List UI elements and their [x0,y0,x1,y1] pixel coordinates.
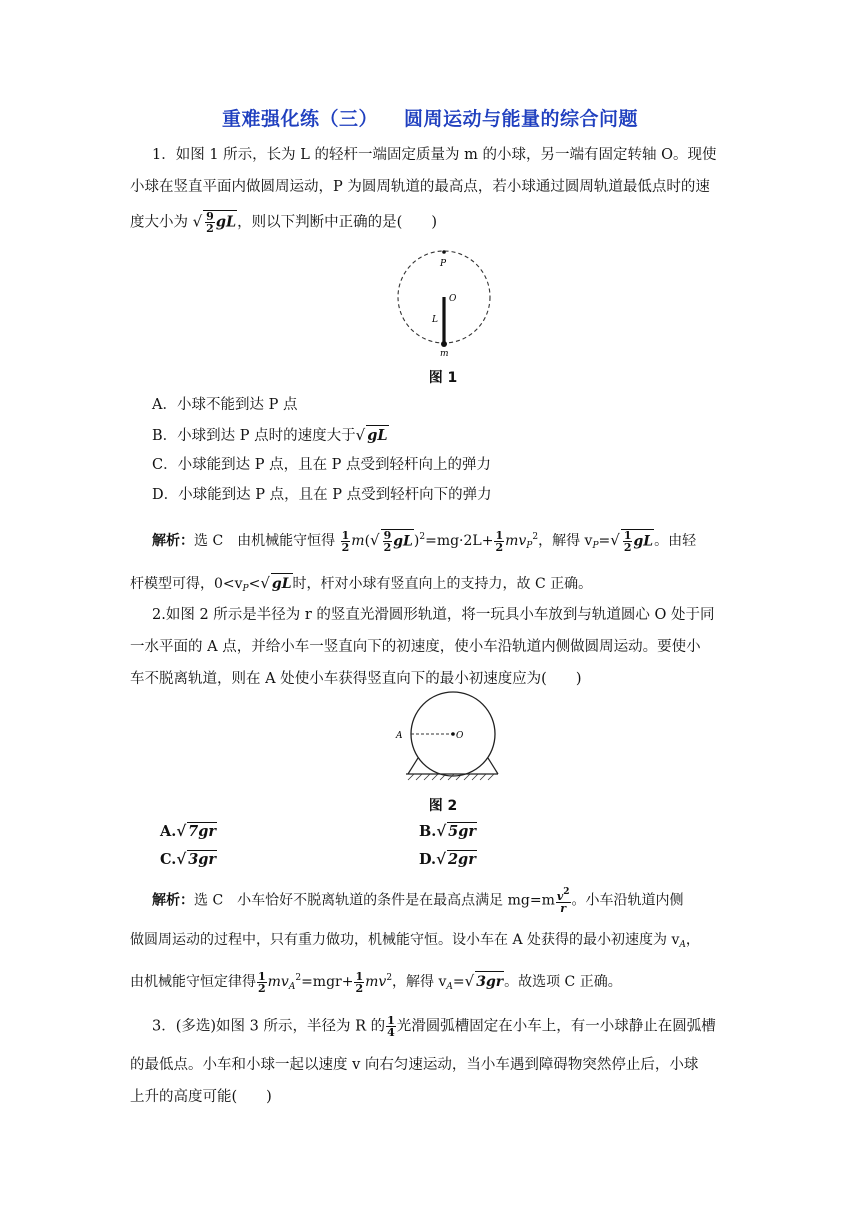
q2-option-a: A.√ 7gr [160,822,217,840]
q1-option-c: C．小球能到达 P 点，且在 P 点受到轻杆向上的弹力 [152,457,492,473]
q1-option-a: A．小球不能到达 P 点 [152,397,298,413]
figure-1 [390,250,500,358]
fig1-label-L: L [432,315,438,325]
q1-line1: 1．如图 1 所示，长为 L 的轻杆一端固定质量为 m 的小球，另一端有固定转轴 O。现使 [152,147,717,163]
figure-2-caption: 图 2 [428,798,458,814]
page-title [0,104,860,131]
q1-line2: 小球在竖直平面内做圆周运动，P 为圆周轨道的最高点，若小球通过圆周轨道最低点时的速 [130,179,710,195]
fig1-label-O: O [449,294,457,304]
figure-1-caption: 图 1 [428,370,458,386]
q3-line2: 的最低点。小车和小球一起以速度 v 向右匀速运动，当小车遇到障碍物突然停止后，小球 [130,1057,699,1073]
q2-option-c: C.√ 3gr [160,850,217,868]
q1-analysis-line2: 杆模型可得，$0<v_P<√$ gL时，杆对小球有竖直向上的支持力，故 C 正确。 [130,574,593,594]
q1-option-d: D．小球能到达 P 点，且在 P 点受到轻杆向下的弹力 [152,487,492,503]
q2-analysis-line2: 做圆周运动的过程中，只有重力做功，机械能守恒。设小车在 A 处获得的最小初速度为 $v_A$， [130,932,700,950]
fig1-label-P: P [440,259,447,269]
q3-line3: 上升的高度可能( ) [130,1089,272,1105]
q2-line2: 一水平面的 A 点，并给小车一竖直向下的初速度，使小车沿轨道内侧做圆周运动。要使小 [130,639,701,655]
q1-line3: 度大小为 √ $\frac{9}{2}$ gL，则以下判断中正确的是( ) [130,210,437,235]
fig2-label-A: A [396,731,403,741]
q2-analysis-line3: 由机械能守恒定律得 $\frac{1}{2}$ $mv_A^2=mgr+$ $\frac{1}{2}$ $mv^2$，解得 $v_A=√$ 3gr。故选项 C 正确。 [130,969,622,995]
q3-line1: 3．(多选)如图 3 所示，半径为 R 的 $\frac{1}{4}$ 光滑圆弧槽固定在小车上，有一小球静止在圆弧槽 [152,1014,716,1039]
fig2-label-O: O [456,731,464,741]
q2-line3: 车不脱离轨道，则在 A 处使小车获得竖直向下的最小初速度应为( ) [130,671,582,687]
title-sub: 圆周运动与能量的综合问题 [404,108,639,130]
q2-option-d: D.√ 2gr [419,850,476,868]
q2-option-b: B.√ 5gr [419,822,477,840]
figure-2 [390,690,500,782]
fig1-label-m: m [440,349,449,358]
q2-line1: 2.如图 2 所示是半径为 r 的竖直光滑圆形轨道，将一玩具小车放到与轨道圆心 O 处于同 [152,607,715,623]
q1-analysis-line1: 解析：选 C 由机械能守恒得 $\frac{1}{2}$ m(√ $\frac{9}{2}$ gL)$^2$=mg·2L+ $\frac{1}{2}$ $mv_P^2$，解得 $v_P=√$ $\frac{1}{2}$ gL。由轻 [152,528,697,554]
q1-option-b: B．小球到达 P 点时的速度大于√ gL [152,426,388,444]
q2-analysis-line1: 解析：选 C 小车恰好不脱离轨道的条件是在最高点满足 mg=m $\frac{v^2}{r}$ 。小车沿轨道内侧 [152,887,684,915]
title-main: 重难强化练（三） [221,108,378,130]
